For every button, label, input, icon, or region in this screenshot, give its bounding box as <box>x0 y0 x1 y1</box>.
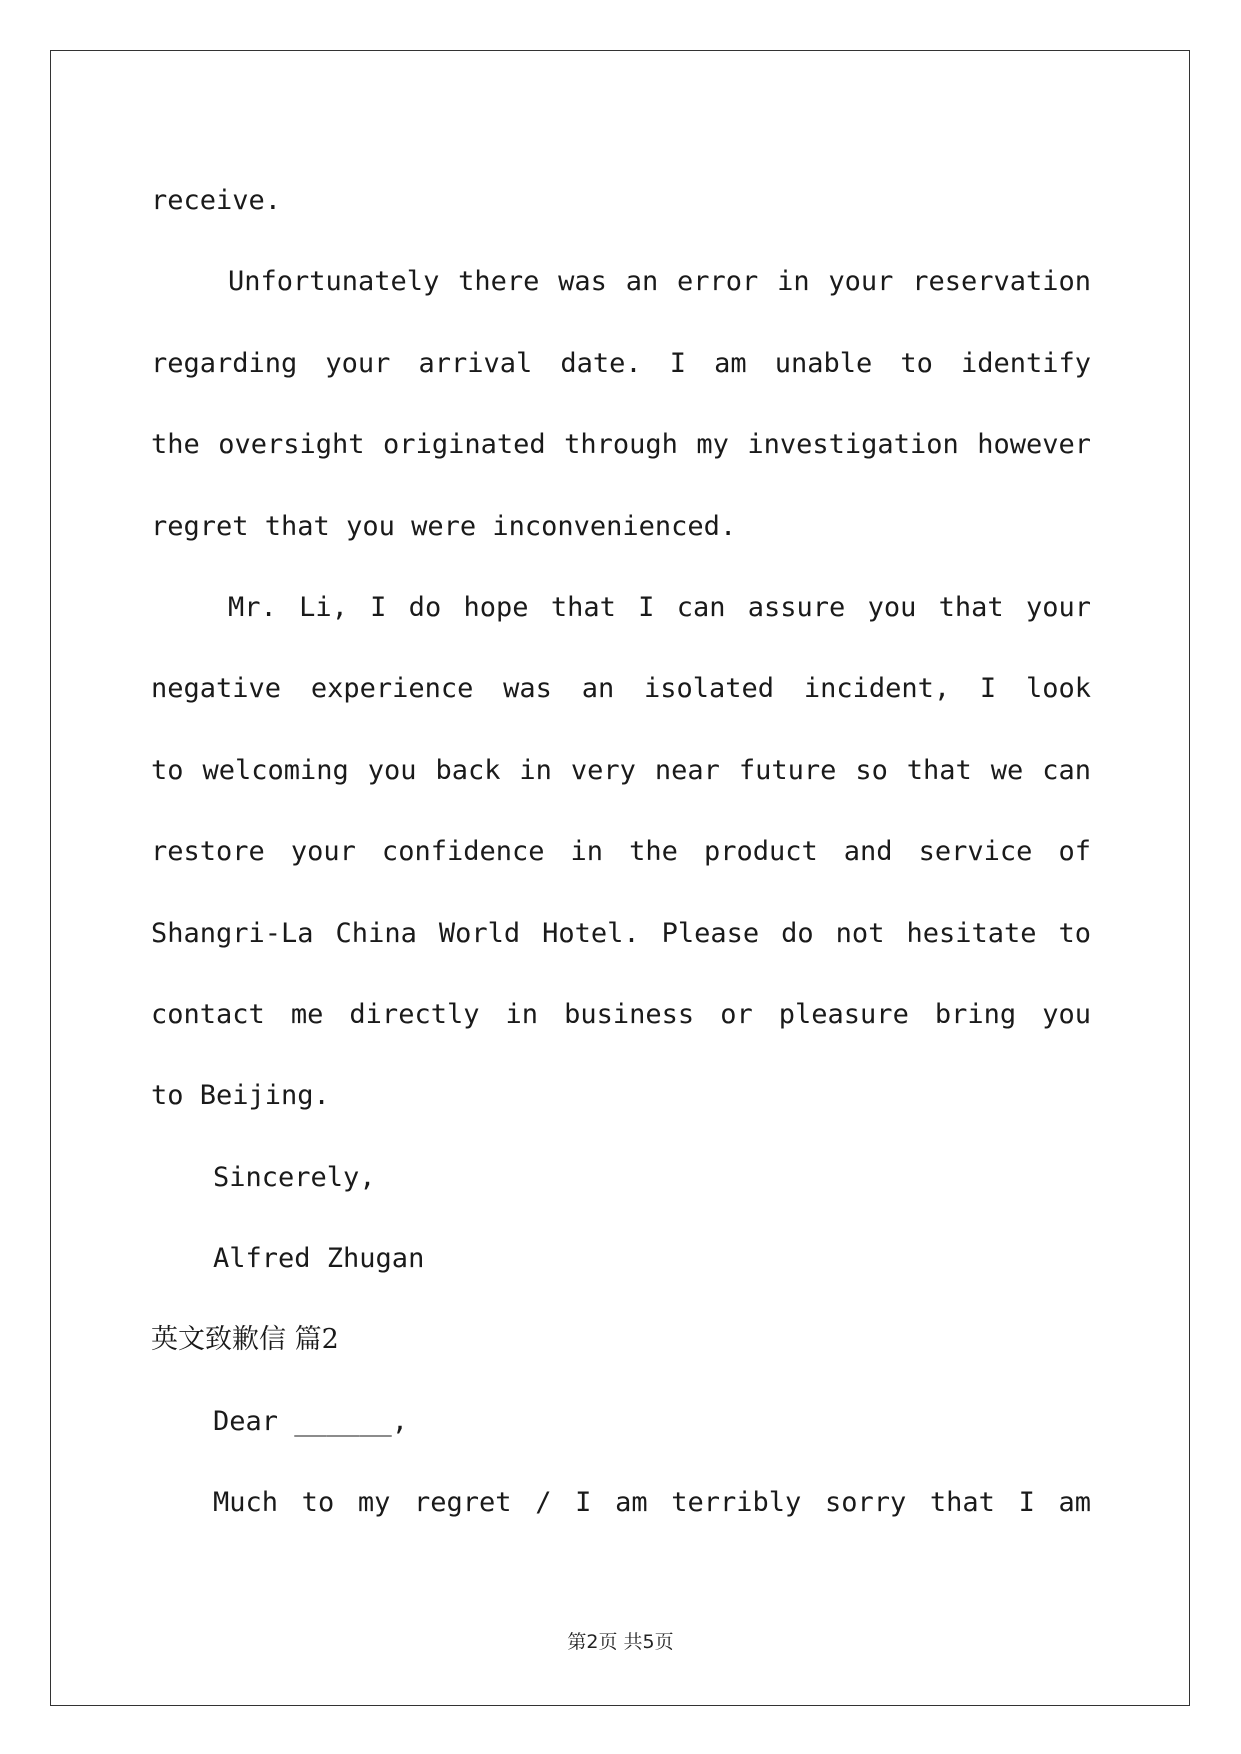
text-line: regret that you were inconvenienced. <box>151 510 737 542</box>
section-heading: 英文致歉信 篇2 <box>151 1324 339 1356</box>
text-line: the oversight originated through my investigation however <box>151 429 1091 461</box>
text-line: contact me directly in business or pleasure bring you <box>151 998 1091 1030</box>
text-line: restore your confidence in the product and service of <box>151 836 1091 868</box>
closing-salutation: Sincerely, <box>213 1161 376 1193</box>
text-line: Much to my regret / I am terribly sorry that I am <box>213 1487 1091 1519</box>
text-line: receive. <box>151 185 282 216</box>
text-line: Unfortunately there was an error in your reservation <box>228 266 1091 298</box>
text-line: negative experience was an isolated incident, I look <box>151 673 1091 705</box>
page-number-footer: 第2页 共5页 <box>567 1631 674 1653</box>
text-line: to welcoming you back in very near future so that we can <box>151 754 1091 786</box>
letter-body <box>151 160 1091 1544</box>
text-line: Mr. Li, I do hope that I can assure you that your <box>228 591 1091 623</box>
text-line: Shangri-La China World Hotel. Please do not hesitate to <box>151 917 1091 949</box>
text-line: to Beijing. <box>151 1080 330 1112</box>
signature-name: Alfred Zhugan <box>213 1243 425 1275</box>
text-line: regarding your arrival date. I am unable to identify <box>151 347 1091 379</box>
greeting-line: Dear ______, <box>213 1405 409 1437</box>
